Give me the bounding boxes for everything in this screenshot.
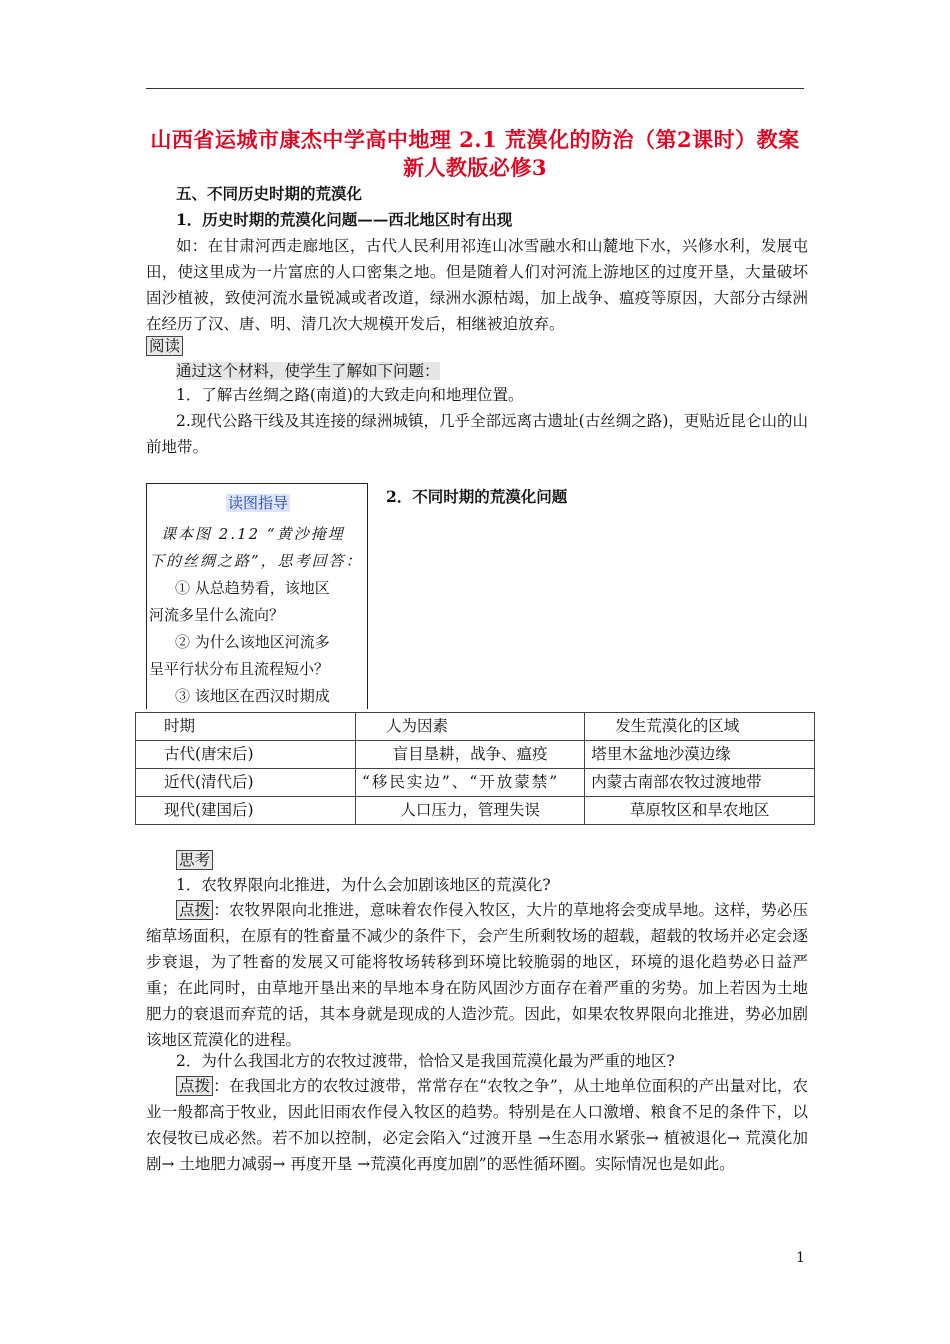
reading-guide-box	[146, 483, 368, 709]
table-cell: 现代(建国后)	[136, 797, 356, 825]
question-1: 1．农牧界限向北推进，为什么会加剧该地区的荒漠化?	[176, 876, 551, 894]
table-row	[136, 769, 815, 797]
table-cell: 古代(唐宋后)	[136, 741, 356, 769]
hint-label: 点拨	[176, 900, 213, 920]
think-label: 思考	[176, 847, 213, 873]
desertification-periods-table	[135, 712, 815, 825]
table-cell: 近代(清代后)	[136, 769, 356, 797]
example-paragraph: 如：在甘肃河西走廊地区，古代人民利用祁连山冰雪融水和山麓地下水，兴修水利，发展屯田，使这里成为一片富庶的人口密集之地。但是随着人们对河流上游地区的过度开垦，大量破坏固沙植被，致使河流水量锐减或者改道，绿洲水源枯竭，加上战争、瘟疫等原因，大部分古绿洲在经历了汉、唐、明、清几次大规模开发后，相继被迫放弃。	[146, 237, 808, 333]
reading-point-2: 2.现代公路干线及其连接的绿洲城镇，几乎全部远离古遗址(古丝绸之路)，更贴近昆仑山的山前地带。	[146, 412, 808, 456]
reading-point-1: 1．了解古丝绸之路(南道)的大致走向和地理位置。	[176, 386, 524, 404]
guide-line-1: 课本图 2.12 “黄沙掩埋	[161, 525, 345, 543]
guide-question-3a: ③ 该地区在西汉时期成	[175, 687, 330, 705]
table-header-row	[136, 713, 815, 741]
table-row	[136, 741, 815, 769]
guide-question-2a: ② 为什么该地区河流多	[175, 633, 330, 651]
document-title-line2: 新人教版必修3	[402, 155, 548, 180]
guide-line-2: 下的丝绸之路”，思考回答：	[149, 552, 363, 570]
guide-question-1a: ① 从总趋势看，该地区	[175, 579, 330, 597]
header-rule	[146, 88, 804, 89]
guide-question-2b: 呈平行状分布且流程短小？	[149, 660, 330, 678]
table-cell: 盲目垦耕，战争、瘟疫	[356, 741, 585, 769]
table-header-cell: 人为因素	[356, 713, 585, 741]
table-cell: 内蒙古南部农牧过渡地带	[585, 769, 815, 797]
section-heading: 五、不同历史时期的荒漠化	[176, 184, 363, 203]
reading-intro: 通过这个材料，使学生了解如下问题：	[176, 362, 440, 380]
answer-1: 点拨 ：农牧界限向北推进，意味着农作侵入牧区，大片的草地将会变成旱地。这样，势必压缩草场面积，在原有的牲畜量不减少的条件下，会产生所剩牧场的超载，超载的牧场并必定会逐步衰退，为了牲畜的发展又可能将牧场转移到环境比较脆弱的地区，环境的退化趋势必日益严重；在此同时，由草地开垦出来的旱地本身在防风固沙方面存在着严重的劣势。加上若因为土地肥力的衰退而弃荒的话，其本身就是现成的人造沙荒。因此，如果农牧界限向北推进，势必加剧该地区荒漠化的进程。	[146, 901, 808, 1049]
table-cell: 人口压力，管理失误	[356, 797, 585, 825]
table-cell: 塔里木盆地沙漠边缘	[585, 741, 815, 769]
table-cell: “移民实边”、“开放蒙禁”	[356, 769, 585, 797]
guide-question-1b: 河流多呈什么流向？	[149, 606, 285, 624]
question-2: 2．为什么我国北方的农牧过渡带，恰恰又是我国荒漠化最为严重的地区?	[176, 1052, 675, 1070]
answer-2: 点拨 ：在我国北方的农牧过渡带，常常存在“农牧之争”，从土地单位面积的产出量对比，农业一般都高于牧业，因此旧雨农作侵入牧区的趋势。特别是在人口激增、粮食不足的条件下，以农侵牧已成必然。若不加以控制，必定会陷入“过渡开垦 →生态用水紧张→ 植被退化→ 荒漠化加剧→ 土地肥力减弱→ 再度开垦 →荒漠化再度加剧”的恶性循环圈。实际情况也是如此。	[146, 1077, 808, 1173]
table-header-cell: 发生荒漠化的区域	[585, 713, 815, 741]
subsection2-heading: 2．不同时期的荒漠化问题	[386, 487, 568, 506]
guide-title: 读图指导	[227, 494, 288, 512]
hint-label: 点拨	[176, 1076, 213, 1096]
document-title-line1: 山西省运城市康杰中学高中地理 2.1 荒漠化的防治（第2课时）教案	[150, 127, 800, 152]
page-number: 1	[796, 1250, 805, 1266]
table-cell: 草原牧区和旱农地区	[585, 797, 815, 825]
reading-label: 阅读	[146, 333, 183, 359]
subsection1-heading: 1．历史时期的荒漠化问题——西北地区时有出现	[176, 210, 513, 229]
table-header-cell: 时期	[136, 713, 356, 741]
table-row	[136, 797, 815, 825]
